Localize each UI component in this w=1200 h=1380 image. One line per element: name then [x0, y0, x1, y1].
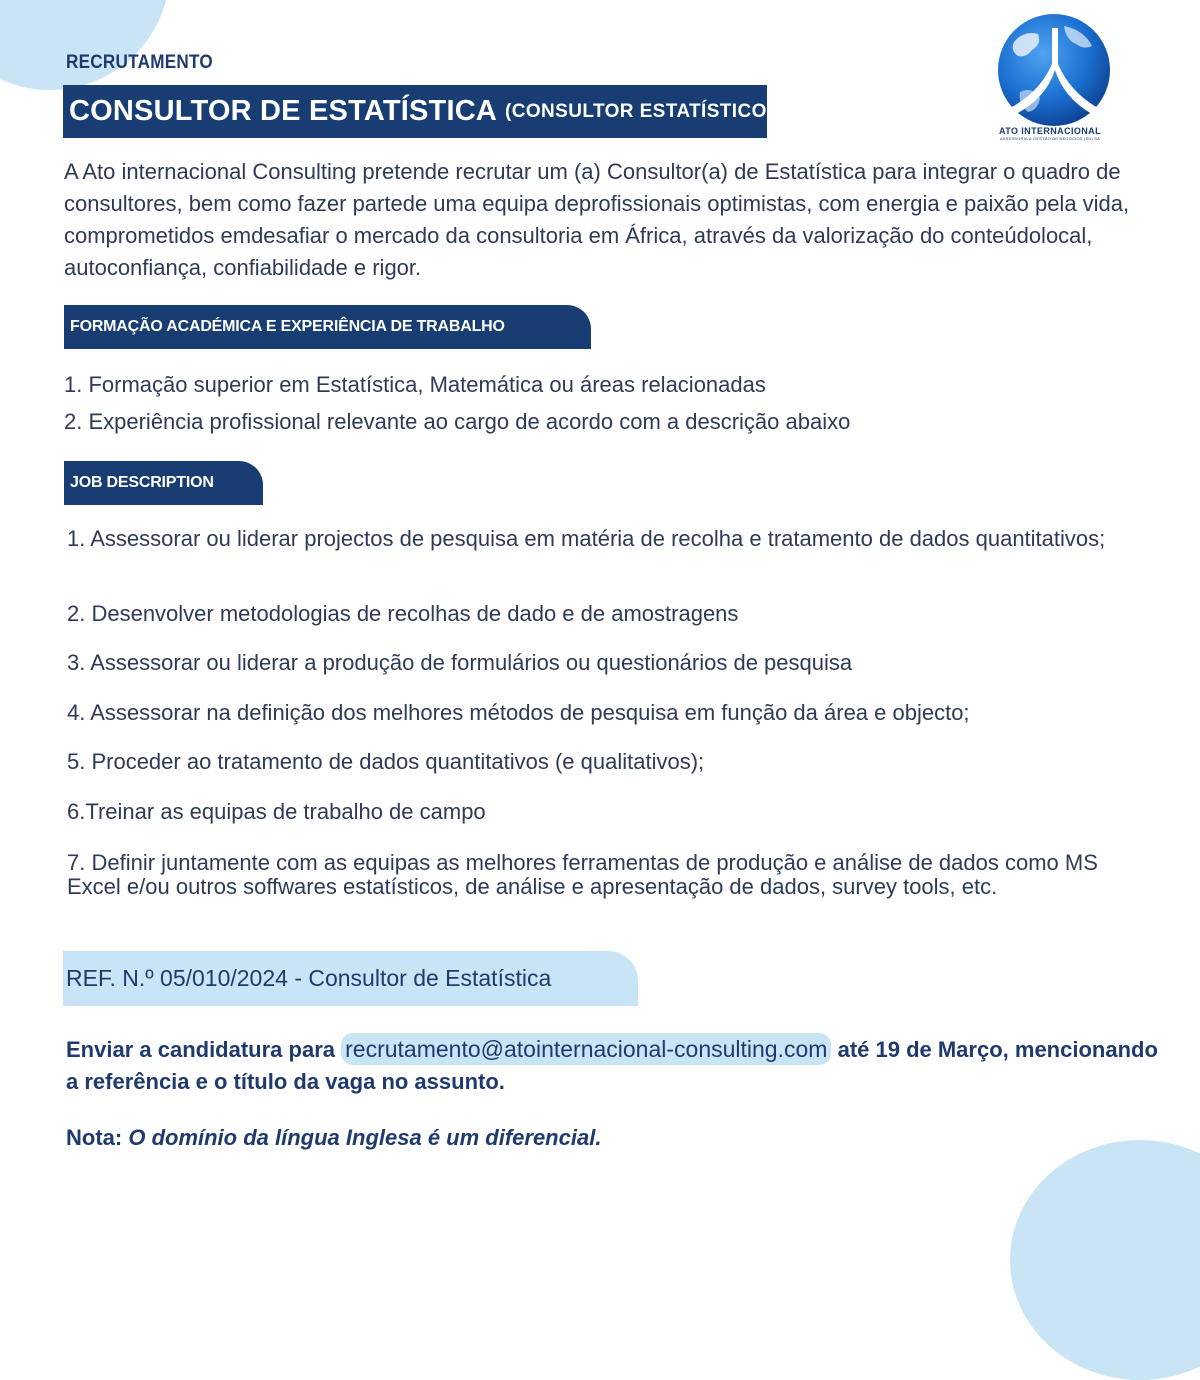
- job-description-heading: JOB DESCRIPTION: [64, 461, 263, 505]
- requirement-item: 1. Formação superior em Estatística, Matemática ou áreas relacionadas: [64, 372, 766, 397]
- duty-item: 2. Desenvolver metodologias de recolhas de dado e de amostragens: [67, 601, 739, 626]
- duty-item: 7. Definir juntamente com as equipas as melhores ferramentas de produção e análise de dados como MS Excel e/ou outros soffwares estatísticos, de análise e apresentação de dados, survey tools, etc.: [67, 850, 1098, 899]
- logo-text: [980, 126, 1120, 141]
- note: [66, 1125, 601, 1151]
- duty-item: 5. Proceder ao tratamento de dados quantitativos (e qualitativos);: [67, 749, 705, 774]
- logo-tagline: ASSESSORIA & GESTÃO DE NEGÓCIOS (SU) SA: [999, 136, 1101, 141]
- section-kicker: RECRUTAMENTO: [66, 52, 214, 73]
- note-text: O domínio da língua Inglesa é um diferencial.: [128, 1125, 602, 1150]
- duty-item: 3. Assessorar ou liderar a produção de formulários ou questionários de pesquisa: [67, 650, 853, 675]
- requirement-item: 2. Experiência profissional relevante ao cargo de acordo com a descrição abaixo: [64, 409, 851, 434]
- duty-item: 6.Treinar as equipas de trabalho de campo: [67, 799, 486, 824]
- job-title: CONSULTOR DE ESTATÍSTICA: [69, 95, 497, 127]
- job-title-bar: [63, 85, 774, 138]
- requirements-heading: FORMAÇÃO ACADÉMICA E EXPERIÊNCIA DE TRABALHO: [64, 305, 591, 349]
- duty-item: 1. Assessorar ou liderar projectos de pesquisa em matéria de recolha e tratamento de dados quantitativos;: [67, 526, 1106, 551]
- logo-name: ATO INTERNACIONAL: [999, 126, 1101, 136]
- application-prefix: Enviar a candidatura para: [66, 1037, 335, 1062]
- job-subtitle: (CONSULTOR ESTATÍSTICO): [505, 100, 774, 122]
- application-suffix: até 19 de Março, mencionando a referência e o título da vaga no assunto.: [66, 1037, 1158, 1094]
- intro-paragraph: A Ato internacional Consulting pretende recrutar um (a) Consultor(a) de Estatística para integrar o quadro de consultores, bem como fazer partede uma equipa deprofissionais optimistas, com energia e paixão pela vida, comprometidos emdesafiar o mercado da consultoria em África, através da valorização do conteúdolocal, autoconfiança, confiabilidade e rigor.: [64, 159, 1130, 280]
- application-instructions: [66, 1033, 1166, 1098]
- note-label: Nota:: [66, 1125, 123, 1150]
- email-link[interactable]: recrutamento@atointernacional-consulting.com: [341, 1033, 831, 1065]
- reference-banner: REF. N.º 05/010/2024 - Consultor de Estatística: [63, 951, 638, 1006]
- decorative-circle-bottom: [1010, 1140, 1200, 1380]
- duty-item: 4. Assessorar na definição dos melhores métodos de pesquisa em função da área e objecto;: [67, 700, 970, 725]
- decorative-circle-top: [0, 0, 170, 90]
